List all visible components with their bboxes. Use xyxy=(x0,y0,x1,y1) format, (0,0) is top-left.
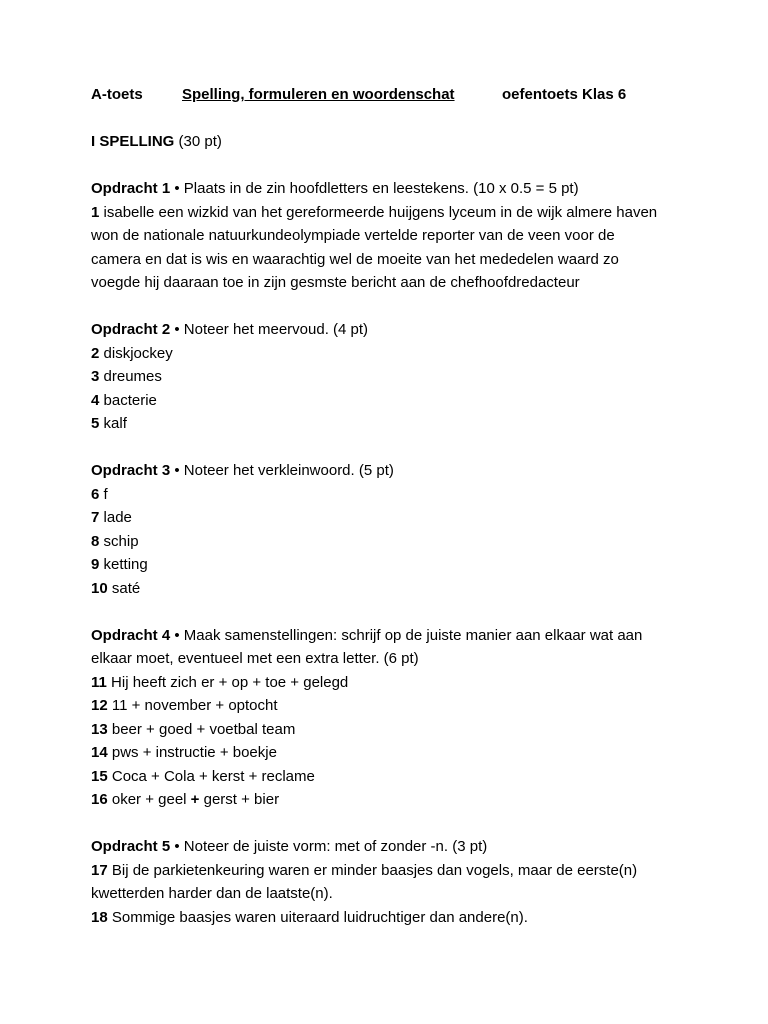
question-text-part: oker + geel xyxy=(111,791,191,808)
assignment-heading xyxy=(91,624,691,648)
assignment-label: Opdracht 4 xyxy=(91,626,171,644)
question-number: 12 xyxy=(91,697,108,714)
question-item xyxy=(91,671,691,695)
assignment-heading xyxy=(91,318,691,342)
question-number: 9 xyxy=(91,556,100,573)
section-points: (30 pt) xyxy=(178,133,222,150)
assignment-3 xyxy=(91,459,691,600)
assignment-4 xyxy=(91,624,691,812)
section-heading xyxy=(91,130,691,154)
question-text: Coca + Cola + kerst + reclame xyxy=(111,767,315,785)
question-text: schip xyxy=(103,532,139,550)
question-text: Hij heeft zich er + op + toe + gelegd xyxy=(111,673,349,691)
assignment-instruction: • Noteer het verkleinwoord. (5 pt) xyxy=(174,462,394,479)
assignment-instruction: • Maak samenstellingen: schrijf op de juiste manier aan elkaar wat aan xyxy=(174,626,643,644)
spacer xyxy=(91,812,691,836)
question-text: 11 + november + optocht xyxy=(111,697,278,714)
assignment-2 xyxy=(91,318,691,436)
question-item xyxy=(91,342,691,366)
question-text: bacterie xyxy=(103,391,157,409)
question-number: 8 xyxy=(91,532,100,550)
question-text-bold-part: + xyxy=(190,791,200,808)
question-item xyxy=(91,577,691,601)
question-text-line: won de nationale natuurkundeolympiade vertelde reporter van de veen voor de xyxy=(91,227,615,244)
question-item xyxy=(91,389,691,413)
question-item xyxy=(91,694,691,718)
assignment-instruction: • Plaats in de zin hoofdletters en leestekens. (10 x 0.5 = 5 pt) xyxy=(174,180,579,197)
assignment-instruction: • Noteer het meervoud. (4 pt) xyxy=(174,321,369,338)
spacer xyxy=(91,295,691,319)
question-text: isabelle een wizkid van het gereformeerde huijgens lyceum in de wijk almere haven xyxy=(103,203,658,221)
document-page xyxy=(91,83,691,929)
section-title: I SPELLING xyxy=(91,133,175,150)
assignment-5 xyxy=(91,835,691,929)
question-number: 11 xyxy=(91,673,107,691)
question-item xyxy=(91,365,691,389)
document-header xyxy=(91,83,691,107)
spacer xyxy=(91,436,691,460)
test-type-label: A-toets xyxy=(91,86,143,103)
question-number: 4 xyxy=(91,391,100,409)
question-item xyxy=(91,553,691,577)
assignment-label: Opdracht 2 xyxy=(91,321,171,338)
question-text: ketting xyxy=(103,556,148,573)
question-text: beer + goed + voetbal team xyxy=(111,720,296,738)
spacer xyxy=(91,600,691,624)
question-text-line: voegde hij daaraan toe in zijn gesmste bericht aan de chefhoofdredacteur xyxy=(91,274,580,291)
question-number: 18 xyxy=(91,908,108,926)
assignment-label: Opdracht 1 xyxy=(91,180,171,197)
question-text: diskjockey xyxy=(103,344,173,362)
assignment-heading xyxy=(91,459,691,483)
question-item xyxy=(91,506,691,530)
question-number: 7 xyxy=(91,509,100,526)
question-text-line: kwetterden harder dan de laatste(n). xyxy=(91,885,333,902)
question-item xyxy=(91,530,691,554)
question-item xyxy=(91,788,691,812)
assignment-label: Opdracht 5 xyxy=(91,838,171,855)
assignment-heading xyxy=(91,835,691,859)
question-text: pws + instructie + boekje xyxy=(111,744,277,761)
question-text-line: camera en dat is wis en waarachtig wel de moeite van het mededelen waard zo xyxy=(91,250,619,268)
question-text: Bij de parkietenkeuring waren er minder baasjes dan vogels, maar de eerste(n) xyxy=(111,861,638,879)
question-item xyxy=(91,906,691,930)
question-text: lade xyxy=(103,509,132,526)
question-text: Sommige baasjes waren uiteraard luidruchtiger dan andere(n). xyxy=(111,908,528,926)
question-number: 1 xyxy=(91,203,100,221)
question-item xyxy=(91,412,691,436)
assignment-label: Opdracht 3 xyxy=(91,462,171,479)
question-number: 5 xyxy=(91,415,100,432)
question-text: kalf xyxy=(103,415,127,432)
question-number: 10 xyxy=(91,579,108,597)
assignment-heading xyxy=(91,177,691,201)
class-label: oefentoets Klas 6 xyxy=(502,86,627,103)
question-text: saté xyxy=(111,579,141,597)
question-number: 17 xyxy=(91,861,108,879)
assignment-instruction-line: elkaar moet, eventueel met een extra letter. (6 pt) xyxy=(91,650,419,667)
question-item xyxy=(91,201,691,225)
spacer xyxy=(91,154,691,178)
assignment-1 xyxy=(91,177,691,295)
spacer xyxy=(91,107,691,131)
question-number: 14 xyxy=(91,744,108,761)
assignment-instruction: • Noteer de juiste vorm: met of zonder -n. (3 pt) xyxy=(174,838,488,855)
question-text: f xyxy=(103,485,108,503)
question-text-part: gerst + bier xyxy=(199,791,280,808)
question-text: dreumes xyxy=(103,368,162,385)
question-item xyxy=(91,483,691,507)
question-number: 2 xyxy=(91,344,100,362)
question-item xyxy=(91,765,691,789)
document-title: Spelling, formuleren en woordenschat xyxy=(182,86,455,103)
question-number: 15 xyxy=(91,767,108,785)
question-number: 3 xyxy=(91,368,100,385)
question-number: 16 xyxy=(91,791,108,808)
question-item xyxy=(91,718,691,742)
question-number: 6 xyxy=(91,485,100,503)
question-item xyxy=(91,859,691,883)
question-number: 13 xyxy=(91,720,108,738)
question-item xyxy=(91,741,691,765)
